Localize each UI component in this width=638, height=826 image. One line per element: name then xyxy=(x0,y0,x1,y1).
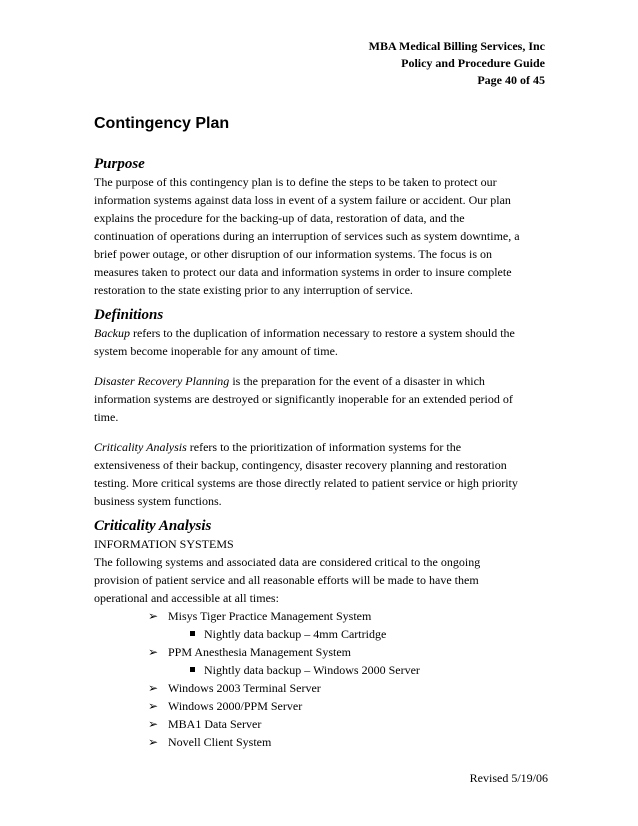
document-body xyxy=(94,155,554,751)
purpose-line: The purpose of this contingency plan is to define the steps to be taken to protect our xyxy=(94,175,497,189)
backup-text: Nightly data backup – 4mm Cartridge xyxy=(204,627,387,641)
system-list-item xyxy=(148,607,554,643)
definition-line xyxy=(94,324,554,342)
backup-sublist xyxy=(186,661,554,679)
criticality-analysis-heading: Criticality Analysis xyxy=(94,518,212,534)
header-page-number: Page 40 of 45 xyxy=(477,73,545,87)
system-name: Misys Tiger Practice Management System xyxy=(168,609,372,623)
analysis-line: provision of patient service and all reasonable efforts will be made to have them xyxy=(94,573,479,587)
purpose-line: brief power outage, or other disruption of our information systems. The focus is on xyxy=(94,247,493,261)
system-name: Windows 2003 Terminal Server xyxy=(168,681,321,695)
definition-text: is the preparation for the event of a disaster in which xyxy=(229,374,485,388)
definition-backup xyxy=(94,324,554,360)
definition-line: extensiveness of their backup, contingency, disaster recovery planning and restoration xyxy=(94,458,507,472)
system-list-item xyxy=(148,733,554,751)
definition-line xyxy=(94,438,554,456)
definition-line: business system functions. xyxy=(94,494,222,508)
arrow-bullet-icon: ➢ xyxy=(148,645,159,659)
page-title: Contingency Plan xyxy=(94,115,230,132)
purpose-line: information systems against data loss in event of a system failure or accident. Our plan xyxy=(94,193,511,207)
system-list-item xyxy=(148,715,554,733)
system-name: MBA1 Data Server xyxy=(168,717,262,731)
header-guide: Policy and Procedure Guide xyxy=(401,56,545,70)
definition-line: time. xyxy=(94,410,119,424)
backup-list-item xyxy=(186,661,554,679)
arrow-bullet-icon: ➢ xyxy=(148,609,159,623)
purpose-heading: Purpose xyxy=(94,156,145,172)
definition-line xyxy=(94,372,554,390)
page-header xyxy=(369,38,545,89)
backup-sublist xyxy=(186,625,554,643)
arrow-bullet-icon: ➢ xyxy=(148,681,159,695)
page-footer-revised: Revised 5/19/06 xyxy=(469,771,548,785)
purpose-line: continuation of operations during an interruption of services such as system downtime, a xyxy=(94,229,520,243)
system-name: Novell Client System xyxy=(168,735,272,749)
definitions-heading: Definitions xyxy=(94,307,164,323)
definition-line: system become inoperable for any amount of time. xyxy=(94,344,338,358)
definition-term: Backup xyxy=(94,326,130,340)
backup-text: Nightly data backup – Windows 2000 Server xyxy=(204,663,420,677)
definition-text: refers to the duplication of information necessary to restore a system should the xyxy=(129,326,515,340)
purpose-paragraph xyxy=(94,173,554,299)
arrow-bullet-icon: ➢ xyxy=(148,699,159,713)
arrow-bullet-icon: ➢ xyxy=(148,717,159,731)
analysis-line: The following systems and associated data are considered critical to the ongoing xyxy=(94,555,481,569)
system-name: Windows 2000/PPM Server xyxy=(168,699,303,713)
arrow-bullet-icon: ➢ xyxy=(148,735,159,749)
system-list-item xyxy=(148,679,554,697)
definition-line: information systems are destroyed or significantly inoperable for an extended period of xyxy=(94,392,513,406)
purpose-line: restoration to the state existing prior to any interruption of service. xyxy=(94,283,413,297)
definition-line: testing. More critical systems are those directly related to patient service or high priority xyxy=(94,476,518,490)
definition-term: Criticality Analysis xyxy=(94,440,187,454)
square-bullet-icon xyxy=(190,667,195,672)
backup-list-item xyxy=(186,625,554,643)
systems-list xyxy=(148,607,554,751)
system-list-item xyxy=(148,643,554,679)
definition-disaster-recovery xyxy=(94,372,554,426)
definition-term: Disaster Recovery Planning xyxy=(94,374,230,388)
system-list-item xyxy=(148,697,554,715)
header-company: MBA Medical Billing Services, Inc xyxy=(368,39,545,53)
analysis-paragraph xyxy=(94,553,554,607)
square-bullet-icon xyxy=(190,631,195,636)
system-name: PPM Anesthesia Management System xyxy=(168,645,351,659)
purpose-line: explains the procedure for the backing-up of data, restoration of data, and the xyxy=(94,211,465,225)
definition-text: refers to the prioritization of information systems for the xyxy=(186,440,462,454)
definition-criticality xyxy=(94,438,554,510)
purpose-line: measures taken to protect our data and information systems in order to insure complete xyxy=(94,265,512,279)
information-systems-subheading: INFORMATION SYSTEMS xyxy=(94,537,234,551)
analysis-line: operational and accessible at all times: xyxy=(94,591,279,605)
